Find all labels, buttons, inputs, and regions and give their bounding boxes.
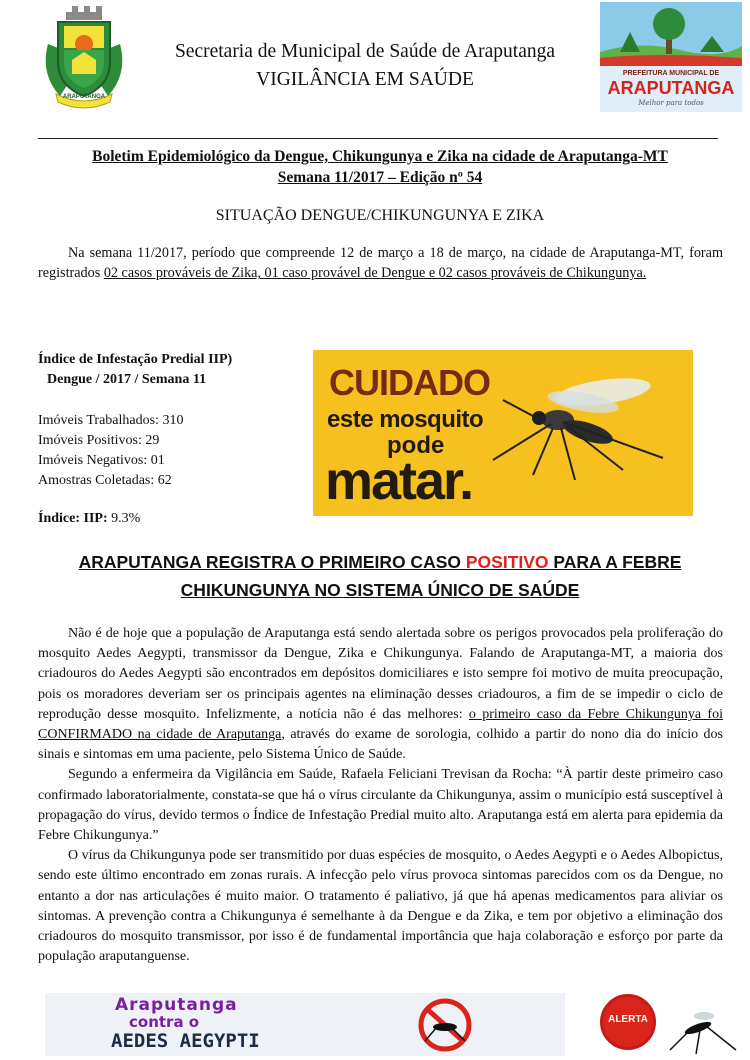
iip-index-value: 9.3% <box>107 511 141 526</box>
iip-index-label: Índice: IIP: <box>38 511 108 526</box>
ad-line: matar. <box>325 451 473 511</box>
article-body <box>38 624 723 967</box>
iip-line: Amostras Coletadas: 62 <box>38 473 172 488</box>
headline-highlight: POSITIVO <box>465 552 549 572</box>
headline-part1: ARAPUTANGA REGISTRA O PRIMEIRO CASO <box>78 552 466 572</box>
iip-index <box>38 509 140 529</box>
ad-line: CUIDADO <box>329 362 490 403</box>
iip-title: Índice de Infestação Predial IIP) <box>38 352 233 367</box>
prefeitura-logo <box>600 2 742 112</box>
iip-line: Imóveis Negativos: 01 <box>38 453 165 468</box>
ad-line: pode <box>387 432 445 459</box>
article-paragraph: O vírus da Chikungunya pode ser transmitido por duas espécies de mosquito, o Aedes Aegypti e o Aedes Albopictus, sendo este último encontrado em zonas rurais. A infecção pelo vírus provoca sintomas parecidos com os da Dengue, no entanto a dor nas articulações é muito maior. O tratamento é paliativo, já que há apenas medicamentos para aliviar os sintomas. A prevenção contra a Chikungunya é semelhante à da Dengue e da Zika, e tem por objetivo a eliminação dos criadouros do mosquito transmissor, por isso é de fundamental importância que haja colaboração e esforço por parte da população araputanguense. <box>38 848 723 965</box>
article-p1-confirmed: o primeiro caso da Febre Chikungunya foi CONFIRMADO na cidade de Araputanga <box>38 706 723 743</box>
iip-line: Imóveis Trabalhados: 310 <box>38 413 184 428</box>
alert-label: ALERTA <box>608 1014 648 1025</box>
situation-cases: 02 casos prováveis de Zika, 01 caso provável de Dengue e 02 casos prováveis de Chikungunya. <box>103 265 647 282</box>
prefeitura-caption: PREFEITURA MUNICIPAL DE <box>622 70 720 77</box>
mosquito-icon <box>463 370 688 490</box>
article-p1a: Não é de hoje que a população de Araputanga está sendo alertada sobre os perigos provocados pela proliferação do mosquito Aedes Aegypti, transmissor da Dengue, Zika e Chikungunya. Falando de Araputanga-MT, a maioria dos criadouros do Aedes Aegypti são encontrados em depósitos domiciliares e isto sempre foi motivo de muita preocupação, pois os moradores deveriam ser os principais agentes na eliminação desses criadouros, a fim de se impedir o ciclo de reprodução desse mosquito. Infelizmente, a notícia não é das melhores: <box>38 626 723 722</box>
aedes-campaign-banner <box>45 993 565 1056</box>
iip-subtitle: Dengue / 2017 / Semana 11 <box>47 372 207 387</box>
ad-line: este mosquito <box>327 406 484 433</box>
article-paragraph: Segundo a enfermeira da Vigilância em Saúde, Rafaela Feliciani Trevisan da Rocha: “À partir deste primeiro caso confirmado laboratorialmente, constata-se que há o vírus circulante da Chikungunya, assim o município está susceptível à propagação do vírus, devido termos o Índice de Infestação Predial muito alto. Araputanga está em alerta para epidemia da Febre Chikungunya.” <box>38 767 723 844</box>
headline-part2: PARA A FEBRE <box>548 552 682 572</box>
banner-line: contra o <box>129 1013 200 1031</box>
banner-line: AEDES AEGYPTI <box>111 1030 260 1052</box>
bulletin-edition: Semana 11/2017 – Edição nº 54 <box>277 169 483 186</box>
prefeitura-slogan: Melhor para todos <box>638 99 704 107</box>
bulletin-title: Boletim Epidemiológico da Dengue, Chikungunya e Zika na cidade de Araputanga-MT <box>92 148 668 165</box>
article-p1b: , através do exame de sorologia, colhido a partir do nono dia do início dos sinais e sintomas em uma paciente, pelo Sistema Único de Saúde. <box>38 727 723 763</box>
header-divider <box>38 138 718 139</box>
mosquito-icon <box>660 1000 740 1056</box>
mosquito-warning-ad <box>313 350 693 516</box>
banner-line: Araputanga <box>115 995 238 1015</box>
no-mosquito-icon <box>385 997 505 1053</box>
coat-of-arms-ribbon: ARAPUTANGA <box>62 94 106 100</box>
alert-badge <box>600 994 656 1050</box>
headline-line-2: CHIKUNGUNYA NO SISTEMA ÚNICO DE SAÚDE <box>180 580 580 600</box>
situation-paragraph <box>38 243 723 284</box>
header-subtitle: VIGILÂNCIA EM SAÚDE <box>256 69 474 90</box>
header-title: Secretaria de Municipal de Saúde de Araputanga <box>174 41 556 62</box>
headline-line-1 <box>30 548 730 576</box>
prefeitura-name: ARAPUTANGA <box>607 78 735 98</box>
situation-heading: SITUAÇÃO DENGUE/CHIKUNGUNYA E ZIKA <box>215 207 545 224</box>
situation-intro: Na semana 11/2017, período que compreende 12 de março a 18 de março, na cidade de Araputanga-MT, foram registrados <box>38 245 723 282</box>
article-paragraph <box>38 624 723 765</box>
iip-line: Imóveis Positivos: 29 <box>38 433 160 448</box>
